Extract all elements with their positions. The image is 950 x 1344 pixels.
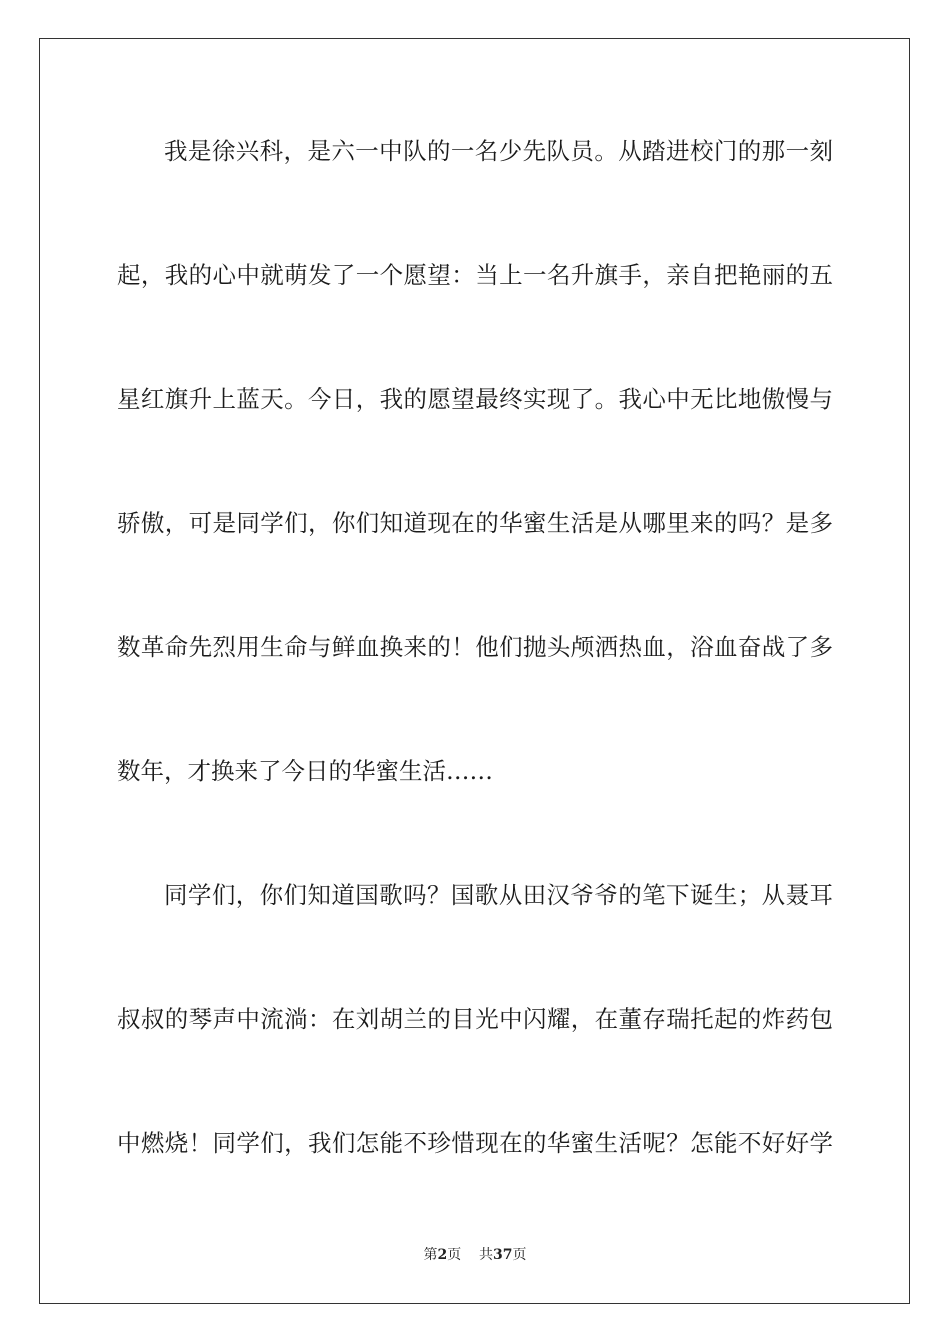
footer-total-prefix: 共 — [479, 1247, 494, 1263]
footer-page-suffix: 页 — [447, 1247, 462, 1263]
paragraph-1-line-2: 起，我的心中就萌发了一个愿望：当上一名升旗手，亲自把艳丽的五 — [117, 261, 833, 289]
page-frame — [39, 38, 910, 1304]
paragraph-1-line-3: 星红旗升上蓝天。今日，我的愿望最终实现了。我心中无比地傲慢与 — [117, 385, 833, 413]
footer-page-number: 2 — [437, 1247, 448, 1263]
paragraph-1-line-5: 数革命先烈用生命与鲜血换来的！他们抛头颅洒热血，浴血奋战了多 — [117, 633, 833, 661]
paragraph-1-line-1: 我是徐兴科，是六一中队的一名少先队员。从踏进校门的那一刻 — [164, 137, 833, 165]
paragraph-1-line-4: 骄傲，可是同学们，你们知道现在的华蜜生活是从哪里来的吗？是多 — [117, 509, 833, 537]
footer-total-suffix: 页 — [512, 1247, 527, 1263]
paragraph-2-line-1: 同学们，你们知道国歌吗？国歌从田汉爷爷的笔下诞生；从聂耳 — [164, 881, 833, 909]
footer-prefix: 第 — [423, 1247, 438, 1263]
paragraph-2-line-3: 中燃烧！同学们，我们怎能不珍惜现在的华蜜生活呢？怎能不好好学 — [117, 1129, 833, 1157]
paragraph-2-line-2: 叔叔的琴声中流淌：在刘胡兰的目光中闪耀，在董存瑞托起的炸药包 — [117, 1005, 833, 1033]
page-footer — [0, 1245, 950, 1265]
paragraph-1-line-6: 数年，才换来了今日的华蜜生活…… — [117, 757, 493, 785]
footer-total-pages: 37 — [493, 1247, 513, 1263]
